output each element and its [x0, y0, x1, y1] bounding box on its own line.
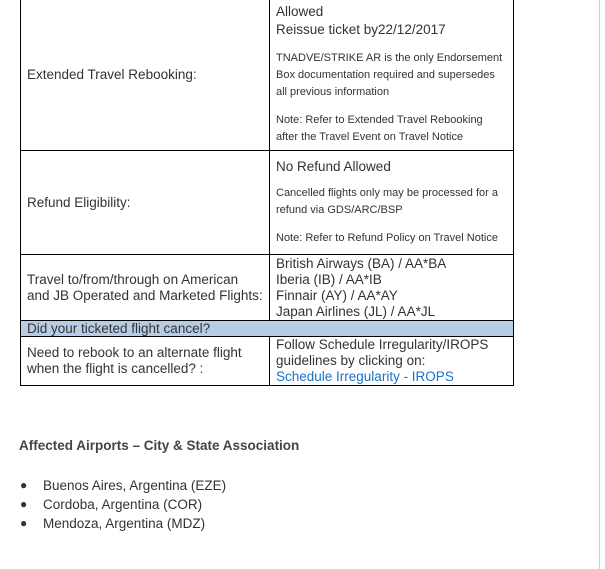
- airline-item: British Airways (BA) / AA*BA: [276, 255, 447, 271]
- table-row-refund: [21, 151, 514, 255]
- affected-airports-list: [19, 476, 226, 533]
- endorsement-text: TNADVE/STRIKE AR is the only Endorsement Box documentation required and supersedes all previous information: [276, 52, 503, 98]
- rebook-instruction: Follow Schedule Irregularity/IROPS guidelines by clicking on:: [276, 337, 489, 368]
- table-row-extended-travel: [21, 0, 514, 151]
- bullet-icon: ●: [20, 516, 28, 530]
- airline-item: Finnair (AY) / AA*AY: [276, 287, 398, 303]
- airport-name: Cordoba, Argentina (COR): [43, 497, 203, 512]
- airline-item: Japan Airlines (JL) / AA*JL: [276, 303, 436, 319]
- bullet-icon: ●: [20, 478, 28, 492]
- rebook-label: Need to rebook to an alternate flight when the flight is cancelled? :: [21, 337, 270, 386]
- list-item: [19, 495, 226, 514]
- travel-policy-table: [20, 0, 514, 386]
- table-row-question: [21, 321, 514, 337]
- travel-label: Travel to/from/through on American and JB Operated and Marketed Flights:: [21, 255, 270, 321]
- table-row-rebook: [21, 337, 514, 386]
- reissue-text: Reissue ticket by22/12/2017: [276, 22, 446, 37]
- refund-eligibility-label: Refund Eligibility:: [21, 151, 270, 255]
- bullet-icon: ●: [20, 497, 28, 511]
- list-item: [19, 514, 226, 533]
- airport-name: Mendoza, Argentina (MDZ): [43, 516, 206, 531]
- airlines-list: [270, 255, 514, 321]
- schedule-irregularity-link[interactable]: Schedule Irregularity - IROPS: [276, 369, 454, 384]
- extended-travel-value: [270, 0, 514, 151]
- question-heading: Did your ticketed flight cancel?: [21, 321, 514, 337]
- table-row-travel: [21, 255, 514, 321]
- extended-note-text: Note: Refer to Extended Travel Rebooking after the Travel Event on Travel Notice: [276, 114, 483, 143]
- refund-eligibility-value: [270, 151, 514, 255]
- extended-travel-label: Extended Travel Rebooking:: [21, 0, 270, 151]
- rebook-value: [270, 337, 514, 386]
- refund-note-text: Note: Refer to Refund Policy on Travel Notice: [276, 232, 498, 244]
- airport-name: Buenos Aires, Argentina (EZE): [43, 478, 227, 493]
- page-edge: [599, 0, 600, 569]
- list-item: [19, 476, 226, 495]
- no-refund-text: No Refund Allowed: [276, 159, 391, 174]
- airline-item: Iberia (IB) / AA*IB: [276, 271, 382, 287]
- affected-airports-heading: Affected Airports – City & State Association: [19, 438, 300, 453]
- allowed-text: Allowed: [276, 4, 324, 19]
- refund-detail-text: Cancelled flights only may be processed for a refund via GDS/ARC/BSP: [276, 187, 498, 216]
